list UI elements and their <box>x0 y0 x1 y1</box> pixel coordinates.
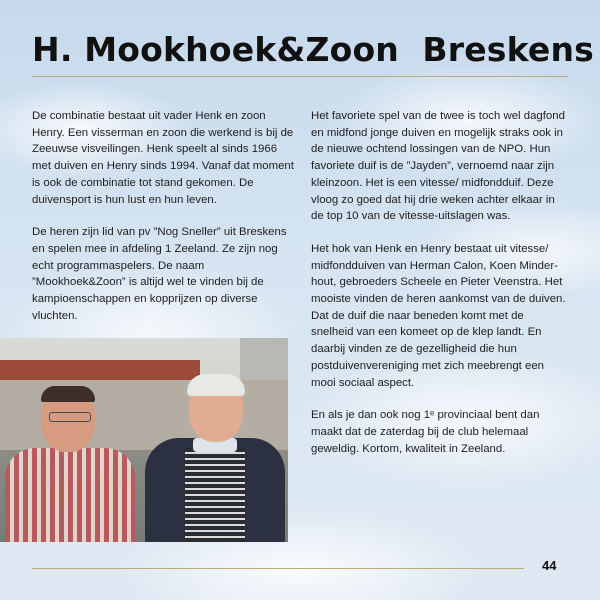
photo-person-son <box>5 386 135 542</box>
paragraph: De heren zijn lid van pv ”Nog Sneller” uit Breskens en spelen mee in afdeling 1 Zeeland. Ze zijn nog echt programmaspelers. De naam ”Mookhoek&Zoon” is altijd wel te vinden bij de kampioenschappen en kopprijzen op diverse vluchten. <box>32 226 287 322</box>
paragraph: En als je dan ook nog 1ᵉ provinciaal bent dan maakt dat de zaterdag bij de club helemaal geweldig. Kortom, kwaliteit in Zeeland. <box>311 409 540 455</box>
paragraph: Het favoriete spel van de twee is toch wel dagfond en midfond jonge duiven en mogelijk straks ook in de nieuwe ochtend lossingen van de NPO. Hun favoriete duif is de ”Jayden”, vernoemd naar zijn kleinzoon. Het is een vitesse/ midfondduif. Deze vloog zo goed dat hij drie weken achter elkaar in de top 10 van de vitesse-uitslagen was. <box>311 110 565 223</box>
page-title: H. Mookhoek&Zoon Breskens <box>32 30 595 69</box>
title-divider <box>32 76 568 77</box>
photo-background-roof <box>0 360 200 380</box>
paragraph: De combinatie bestaat uit vader Henk en zoon Henry. Een visserman en zoon die werkend is bij de Zeeuwse visveilingen. Henk speelt al sinds 1966 met duiven en Henry sinds 1994. Vanaf dat moment is ook de combinatie tot stand gekomen. De duivensport is hun lust en hun leven. <box>32 110 294 206</box>
paragraph: Het hok van Henk en Henry bestaat uit vitesse/ midfondduiven van Herman Calon, Koen Minder-hout, gebroeders Scheele en Pieter Veenstra. Het mooiste vinden de heren aankomst van de duiven. Dat de duif die naar beneden komt met de snelheid van een komeet op de klep landt. En daarbij vinden ze de gezelligheid die hun postduivenvereniging met zich meebrengt een mooi sociaal aspect. <box>311 242 566 389</box>
page-number: 44 <box>542 558 557 573</box>
photo-person-father <box>145 378 285 542</box>
right-column <box>311 108 569 473</box>
footer-divider <box>32 568 524 569</box>
left-column <box>32 108 294 340</box>
photo-two-men <box>0 338 288 542</box>
